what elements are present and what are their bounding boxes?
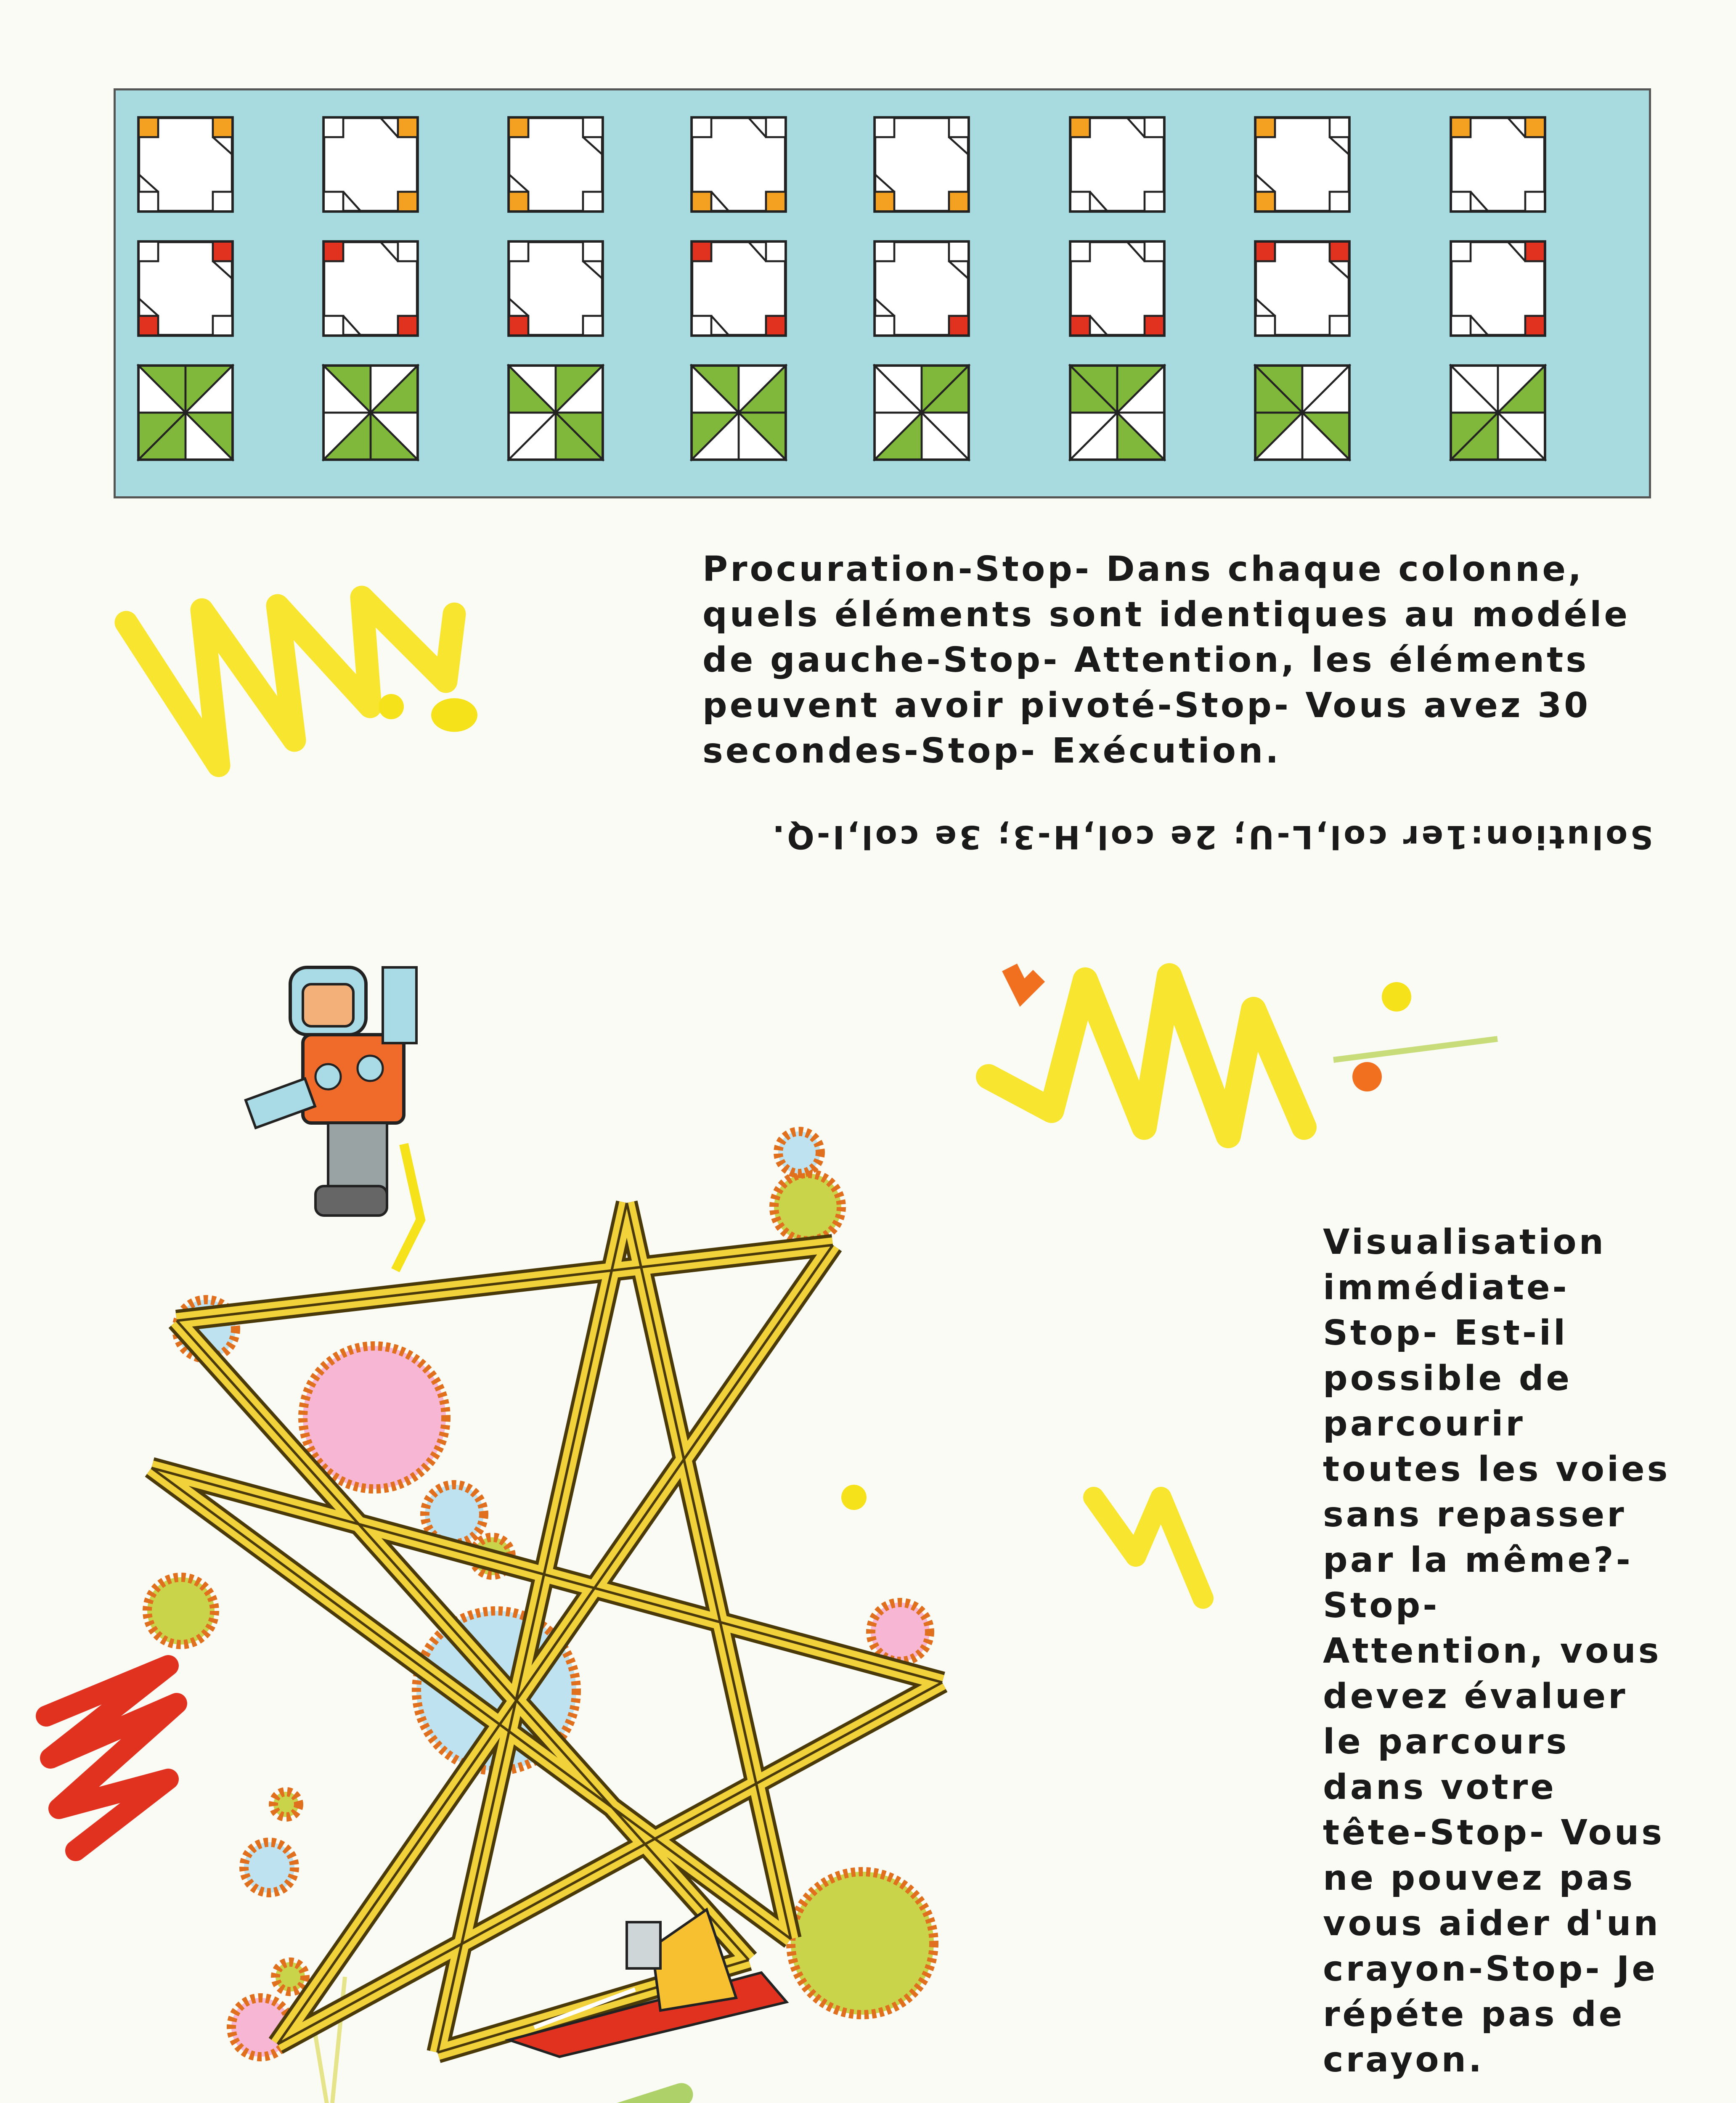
pattern-tile-r1-c1 — [137, 116, 234, 213]
pattern-tile-r2-c6 — [1068, 240, 1166, 337]
pattern-tile-r2-c1 — [137, 240, 234, 337]
pattern-tile-r3-c2 — [322, 364, 419, 461]
pattern-tile-r1-c3 — [507, 116, 604, 213]
pattern-tile-r3-c7 — [1254, 364, 1351, 461]
pattern-tile-r1-c2 — [322, 116, 419, 213]
star-maze-illustration — [118, 925, 1022, 2103]
pattern-tile-r2-c5 — [873, 240, 970, 337]
puzzle-solution-upside-down: Solution:1er col,L-U; 2e col,H-3; 3e col,I-Q. — [770, 818, 1653, 856]
astronaut-figure — [246, 967, 421, 1270]
pattern-tile-r3-c5 — [873, 364, 970, 461]
pattern-tile-r2-c3 — [507, 240, 604, 337]
pattern-tile-r3-c1 — [137, 364, 234, 461]
pattern-tile-r1-c5 — [873, 116, 970, 213]
pattern-tile-r3-c6 — [1068, 364, 1166, 461]
yellow-scribble-mid — [989, 976, 1304, 1136]
pattern-tile-r3-c4 — [690, 364, 787, 461]
pattern-tile-r2-c8 — [1449, 240, 1547, 337]
pattern-tile-r1-c8 — [1449, 116, 1547, 213]
pattern-tile-r1-c7 — [1254, 116, 1351, 213]
pattern-grid-panel — [114, 88, 1651, 498]
puzzle-instructions-1: Procuration-Stop- Dans chaque colonne, quels éléments sont identiques au modéle de gauche-Stop- Attention, les éléments peuvent avoir pivoté-Stop- Vous avez 30 secondes-Stop- Exécution. — [702, 549, 1630, 771]
pattern-tile-r2-c4 — [690, 240, 787, 337]
pattern-tile-r1-c4 — [690, 116, 787, 213]
yellow-scribble-top-left — [126, 597, 454, 765]
pattern-tile-r2-c7 — [1254, 240, 1351, 337]
pattern-tile-r3-c8 — [1449, 364, 1547, 461]
pattern-tile-r2-c2 — [322, 240, 419, 337]
pattern-tile-r1-c6 — [1068, 116, 1166, 213]
pattern-tile-r3-c3 — [507, 364, 604, 461]
puzzle-instructions-2: Visualisation immédiate-Stop- Est-il possible de parcourir toutes les voies sans repasser par la même?-Stop- Attention, vous devez évaluer le parcours dans votre tête-Stop- Vous ne pouvez pas vous aider d'un crayon-Stop- Je répéte pas de crayon. — [1323, 1222, 1670, 2080]
